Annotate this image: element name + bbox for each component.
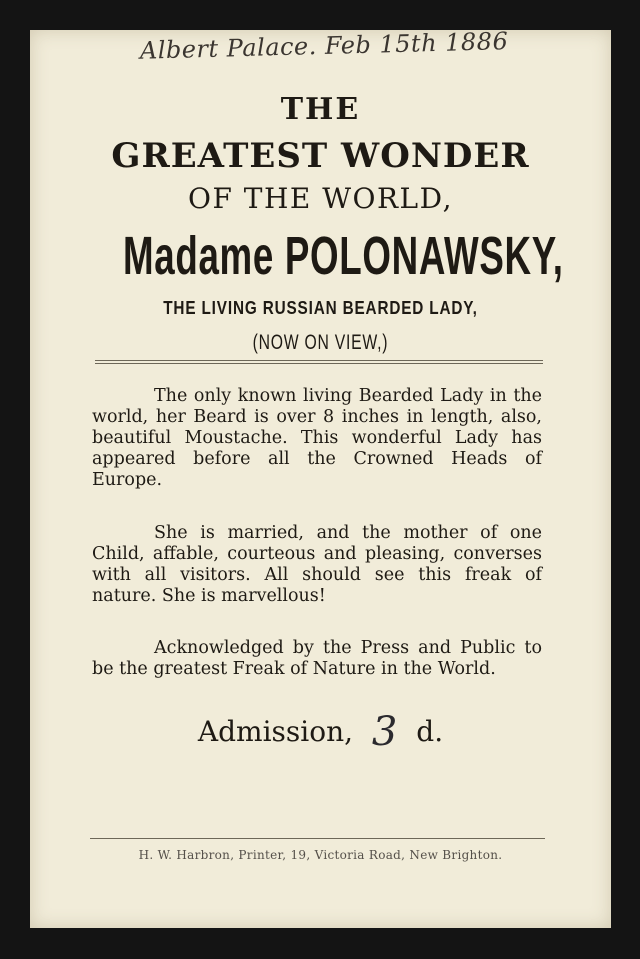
- paragraph-3-text: Acknowledged by the Press and Public to be the greatest Freak of Nature in the World.: [92, 638, 542, 679]
- paragraph-2-text: She is married, and the mother of one Child, affable, courteous and pleasing, converses with all visitors. All should see this freak of nature. She is marvellous!: [92, 523, 542, 606]
- status-note: (NOW ON VIEW,): [252, 331, 389, 354]
- performer-name: Madame POLONAWSKY,: [122, 226, 564, 286]
- divider-rule: [95, 360, 543, 364]
- admission-label: Admission,: [197, 715, 354, 748]
- paragraph-1: [92, 386, 542, 491]
- paragraph-2: [92, 523, 542, 607]
- paragraph-3: [92, 638, 542, 680]
- handbill: [30, 27, 611, 928]
- footer-rule: [90, 838, 545, 839]
- admission-line: [30, 705, 611, 755]
- performer-subtitle: THE LIVING RUSSIAN BEARDED LADY,: [163, 298, 478, 318]
- admission-price: 3: [371, 709, 398, 755]
- heading-of-the-world: OF THE WORLD,: [188, 182, 453, 215]
- heading-greatest-wonder: GREATEST WONDER: [111, 136, 530, 176]
- paragraph-1-text: The only known living Bearded Lady in the world, her Beard is over 8 inches in length, also, beautiful Moustache. This wonderful Lady has appeared before all the Crowned Heads of Europe.: [92, 386, 542, 490]
- handwritten-annotation: Albert Palace. Feb 15th 1886: [139, 27, 509, 65]
- printer-credit: H. W. Harbron, Printer, 19, Victoria Road, New Brighton.: [138, 848, 503, 862]
- heading-the: THE: [280, 92, 361, 127]
- admission-unit: d.: [416, 715, 444, 748]
